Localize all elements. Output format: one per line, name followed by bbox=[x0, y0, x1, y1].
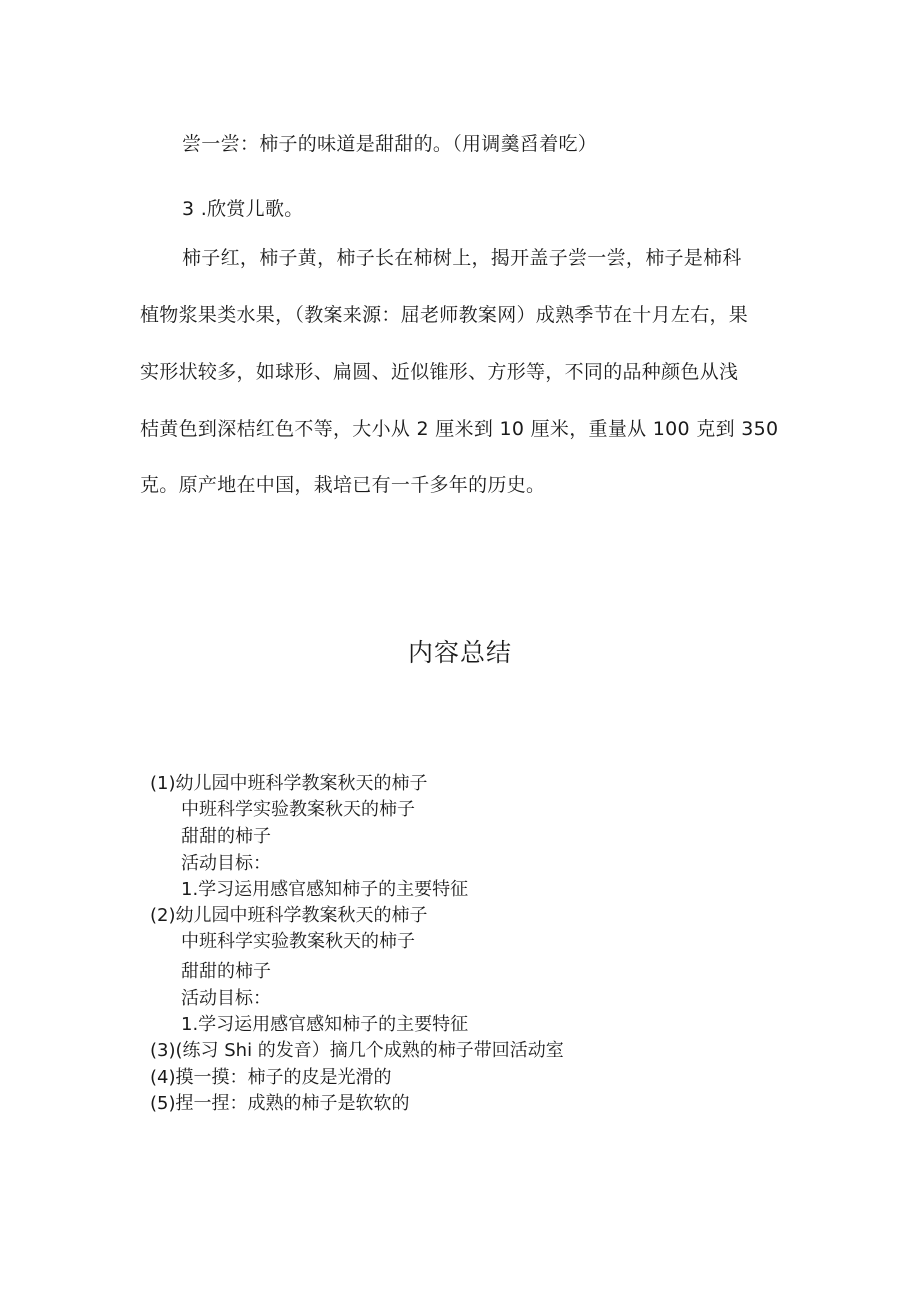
summary-item: 活动目标： bbox=[181, 853, 271, 874]
summary-item: 中班科学实验教案秋天的柿子 bbox=[181, 799, 415, 820]
paragraph-line: 柿子红，柿子黄，柿子长在柿树上，揭开盖子尝一尝，柿子是柿科 bbox=[182, 247, 742, 269]
paragraph-line: 克。原产地在中国，栽培已有一千多年的历史。 bbox=[140, 474, 546, 496]
summary-item: (2)幼儿园中班科学教案秋天的柿子 bbox=[150, 905, 428, 926]
summary-item: 甜甜的柿子 bbox=[181, 961, 271, 982]
paragraph-heading-3: 3 .欣赏儿歌。 bbox=[182, 198, 304, 220]
summary-item: 1.学习运用感官感知柿子的主要特征 bbox=[181, 1014, 469, 1035]
summary-item: (4)摸一摸：柿子的皮是光滑的 bbox=[150, 1067, 392, 1088]
paragraph-taste: 尝一尝：柿子的味道是甜甜的。（用调羹舀着吃） bbox=[182, 133, 598, 155]
summary-item: 活动目标： bbox=[181, 988, 271, 1009]
paragraph-line: 桔黄色到深桔红色不等，大小从 2 厘米到 10 厘米，重量从 100 克到 350 bbox=[140, 418, 779, 440]
summary-item: 中班科学实验教案秋天的柿子 bbox=[181, 931, 415, 952]
paragraph-line: 植物浆果类水果，（教案来源：屈老师教案网）成熟季节在十月左右，果 bbox=[140, 304, 749, 326]
section-title: 内容总结 bbox=[407, 638, 512, 667]
summary-item: (1)幼儿园中班科学教案秋天的柿子 bbox=[150, 773, 428, 794]
summary-item: 1.学习运用感官感知柿子的主要特征 bbox=[181, 879, 469, 900]
summary-item: 甜甜的柿子 bbox=[181, 826, 271, 847]
summary-item: (5)捏一捏：成熟的柿子是软软的 bbox=[150, 1093, 410, 1114]
summary-item: (3)(练习 Shi 的发音）摘几个成熟的柿子带回活动室 bbox=[150, 1040, 564, 1061]
paragraph-line: 实形状较多，如球形、扁圆、近似锥形、方形等，不同的品种颜色从浅 bbox=[140, 361, 739, 383]
